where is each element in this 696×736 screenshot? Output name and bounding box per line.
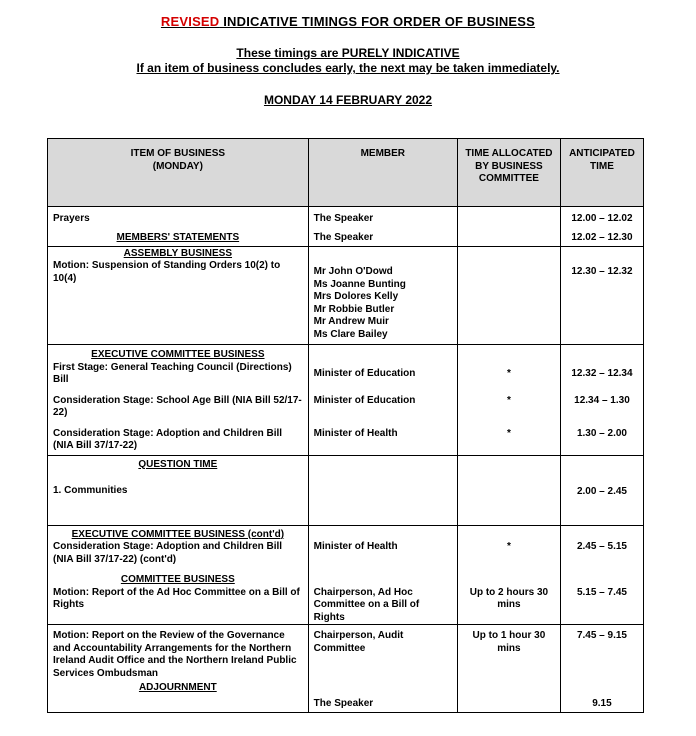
item-cell: Consideration Stage: School Age Bill (NIA Bill 52/17-22)	[48, 387, 309, 420]
col-item-header: ITEM OF BUSINESS (MONDAY)	[48, 139, 309, 207]
member-cell: The Speaker	[308, 226, 457, 247]
table-row-audit-governance	[48, 625, 644, 681]
table-row-suspension-motion	[48, 260, 644, 345]
allocated-cell	[457, 455, 560, 525]
time-cell: 7.45 – 9.15	[560, 625, 643, 681]
section-heading: QUESTION TIME	[138, 458, 218, 470]
table-row-bill-of-rights	[48, 587, 644, 625]
time-cell: 1.30 – 2.00	[560, 420, 643, 456]
member-cell: Minister of Education	[308, 362, 457, 387]
member-cell: Minister of Health	[308, 541, 457, 566]
table-row-adoption-bill	[48, 420, 644, 456]
table-row-school-age-bill	[48, 387, 644, 420]
member-cell: Minister of Education	[308, 387, 457, 420]
section-heading: COMMITTEE BUSINESS	[48, 566, 309, 587]
order-of-business-table	[47, 138, 644, 713]
allocated-cell: *	[457, 362, 560, 387]
col-time-allocated-header: TIME ALLOCATED BY BUSINESS COMMITTEE	[457, 139, 560, 207]
item-cell: Motion: Suspension of Standing Orders 10(2) to 10(4)	[48, 260, 309, 345]
item-cell: Consideration Stage: Adoption and Children Bill (NIA Bill 37/17-22) (cont'd)	[48, 541, 309, 566]
table-row-prayers	[48, 207, 644, 226]
member-cell: Minister of Health	[308, 420, 457, 456]
indicative-note: These timings are PURELY INDICATIVE	[236, 46, 460, 60]
allocated-cell	[457, 680, 560, 713]
sitting-date: MONDAY 14 FEBRUARY 2022	[263, 93, 433, 107]
time-cell: 12.32 – 12.34	[560, 362, 643, 387]
time-cell: 2.45 – 5.15	[560, 541, 643, 566]
section-row-assembly-business	[48, 246, 644, 260]
item-cell: Prayers	[48, 207, 309, 226]
time-cell: 12.34 – 1.30	[560, 387, 643, 420]
allocated-cell: *	[457, 420, 560, 456]
section-row-committee-business	[48, 566, 644, 587]
allocated-cell	[457, 226, 560, 247]
table-row-general-teaching-council	[48, 362, 644, 387]
item-cell: ADJOURNMENT	[48, 680, 309, 713]
time-cell: 9.15	[560, 680, 643, 713]
allocated-cell: *	[457, 541, 560, 566]
allocated-cell: Up to 1 hour 30 mins	[457, 625, 560, 681]
member-cell: Chairperson, Audit Committee	[308, 625, 457, 681]
member-name: Mrs Dolores Kelly	[313, 291, 399, 302]
member-cell: The Speaker	[308, 207, 457, 226]
allocated-cell	[457, 207, 560, 226]
allocated-cell: Up to 2 hours 30 mins	[457, 587, 560, 625]
time-cell: 12.00 – 12.02	[560, 207, 643, 226]
title-revised: REVISED	[160, 14, 220, 29]
item-cell: MEMBERS' STATEMENTS	[48, 226, 309, 247]
member-cell: The Speaker	[308, 680, 457, 713]
table-row-adoption-bill-contd	[48, 541, 644, 566]
section-heading: EXECUTIVE COMMITTEE BUSINESS	[48, 345, 309, 362]
member-list-cell	[308, 260, 457, 345]
item-cell: Motion: Report on the Review of the Governance and Accountability Arrangements for the Northern Ireland Audit Office and the Northern Ireland Public Services Ombudsman	[48, 625, 309, 681]
section-row-executive-business-contd	[48, 525, 644, 541]
early-conclusion-note: If an item of business concludes early, the next may be taken immediately.	[136, 61, 560, 75]
member-name: Ms Clare Bailey	[313, 328, 388, 340]
col-anticipated-header: ANTICIPATED TIME	[560, 139, 643, 207]
member-name: Mr John O'Dowd	[313, 266, 393, 277]
col-member-header: MEMBER	[308, 139, 457, 207]
title-rest: INDICATIVE TIMINGS FOR ORDER OF BUSINESS	[219, 14, 536, 29]
item-cell: Consideration Stage: Adoption and Children Bill (NIA Bill 37/17-22)	[48, 420, 309, 456]
time-cell: 12.30 – 12.32	[560, 260, 643, 345]
document-title	[0, 14, 696, 29]
member-name: Mr Robbie Butler	[313, 303, 395, 315]
member-cell	[308, 455, 457, 525]
section-heading: ASSEMBLY BUSINESS	[48, 246, 309, 260]
table-row-members-statements	[48, 226, 644, 247]
time-cell: 12.02 – 12.30	[560, 226, 643, 247]
member-cell: Chairperson, Ad Hoc Committee on a Bill of Rights	[308, 587, 457, 625]
member-name: Ms Joanne Bunting	[313, 278, 406, 290]
time-cell: 2.00 – 2.45	[560, 455, 643, 525]
section-heading: EXECUTIVE COMMITTEE BUSINESS (cont'd)	[48, 525, 309, 541]
table-row-question-time	[48, 455, 644, 525]
time-cell: 5.15 – 7.45	[560, 587, 643, 625]
question-item: 1. Communities	[53, 485, 128, 496]
table-row-adjournment	[48, 680, 644, 713]
allocated-cell	[457, 260, 560, 345]
member-name: Mr Andrew Muir	[313, 316, 389, 327]
item-cell: Motion: Report of the Ad Hoc Committee on a Bill of Rights	[48, 587, 309, 625]
item-cell	[48, 455, 309, 525]
allocated-cell: *	[457, 387, 560, 420]
item-cell: First Stage: General Teaching Council (Directions) Bill	[48, 362, 309, 387]
table-header-row	[48, 139, 644, 207]
section-row-executive-business	[48, 345, 644, 362]
